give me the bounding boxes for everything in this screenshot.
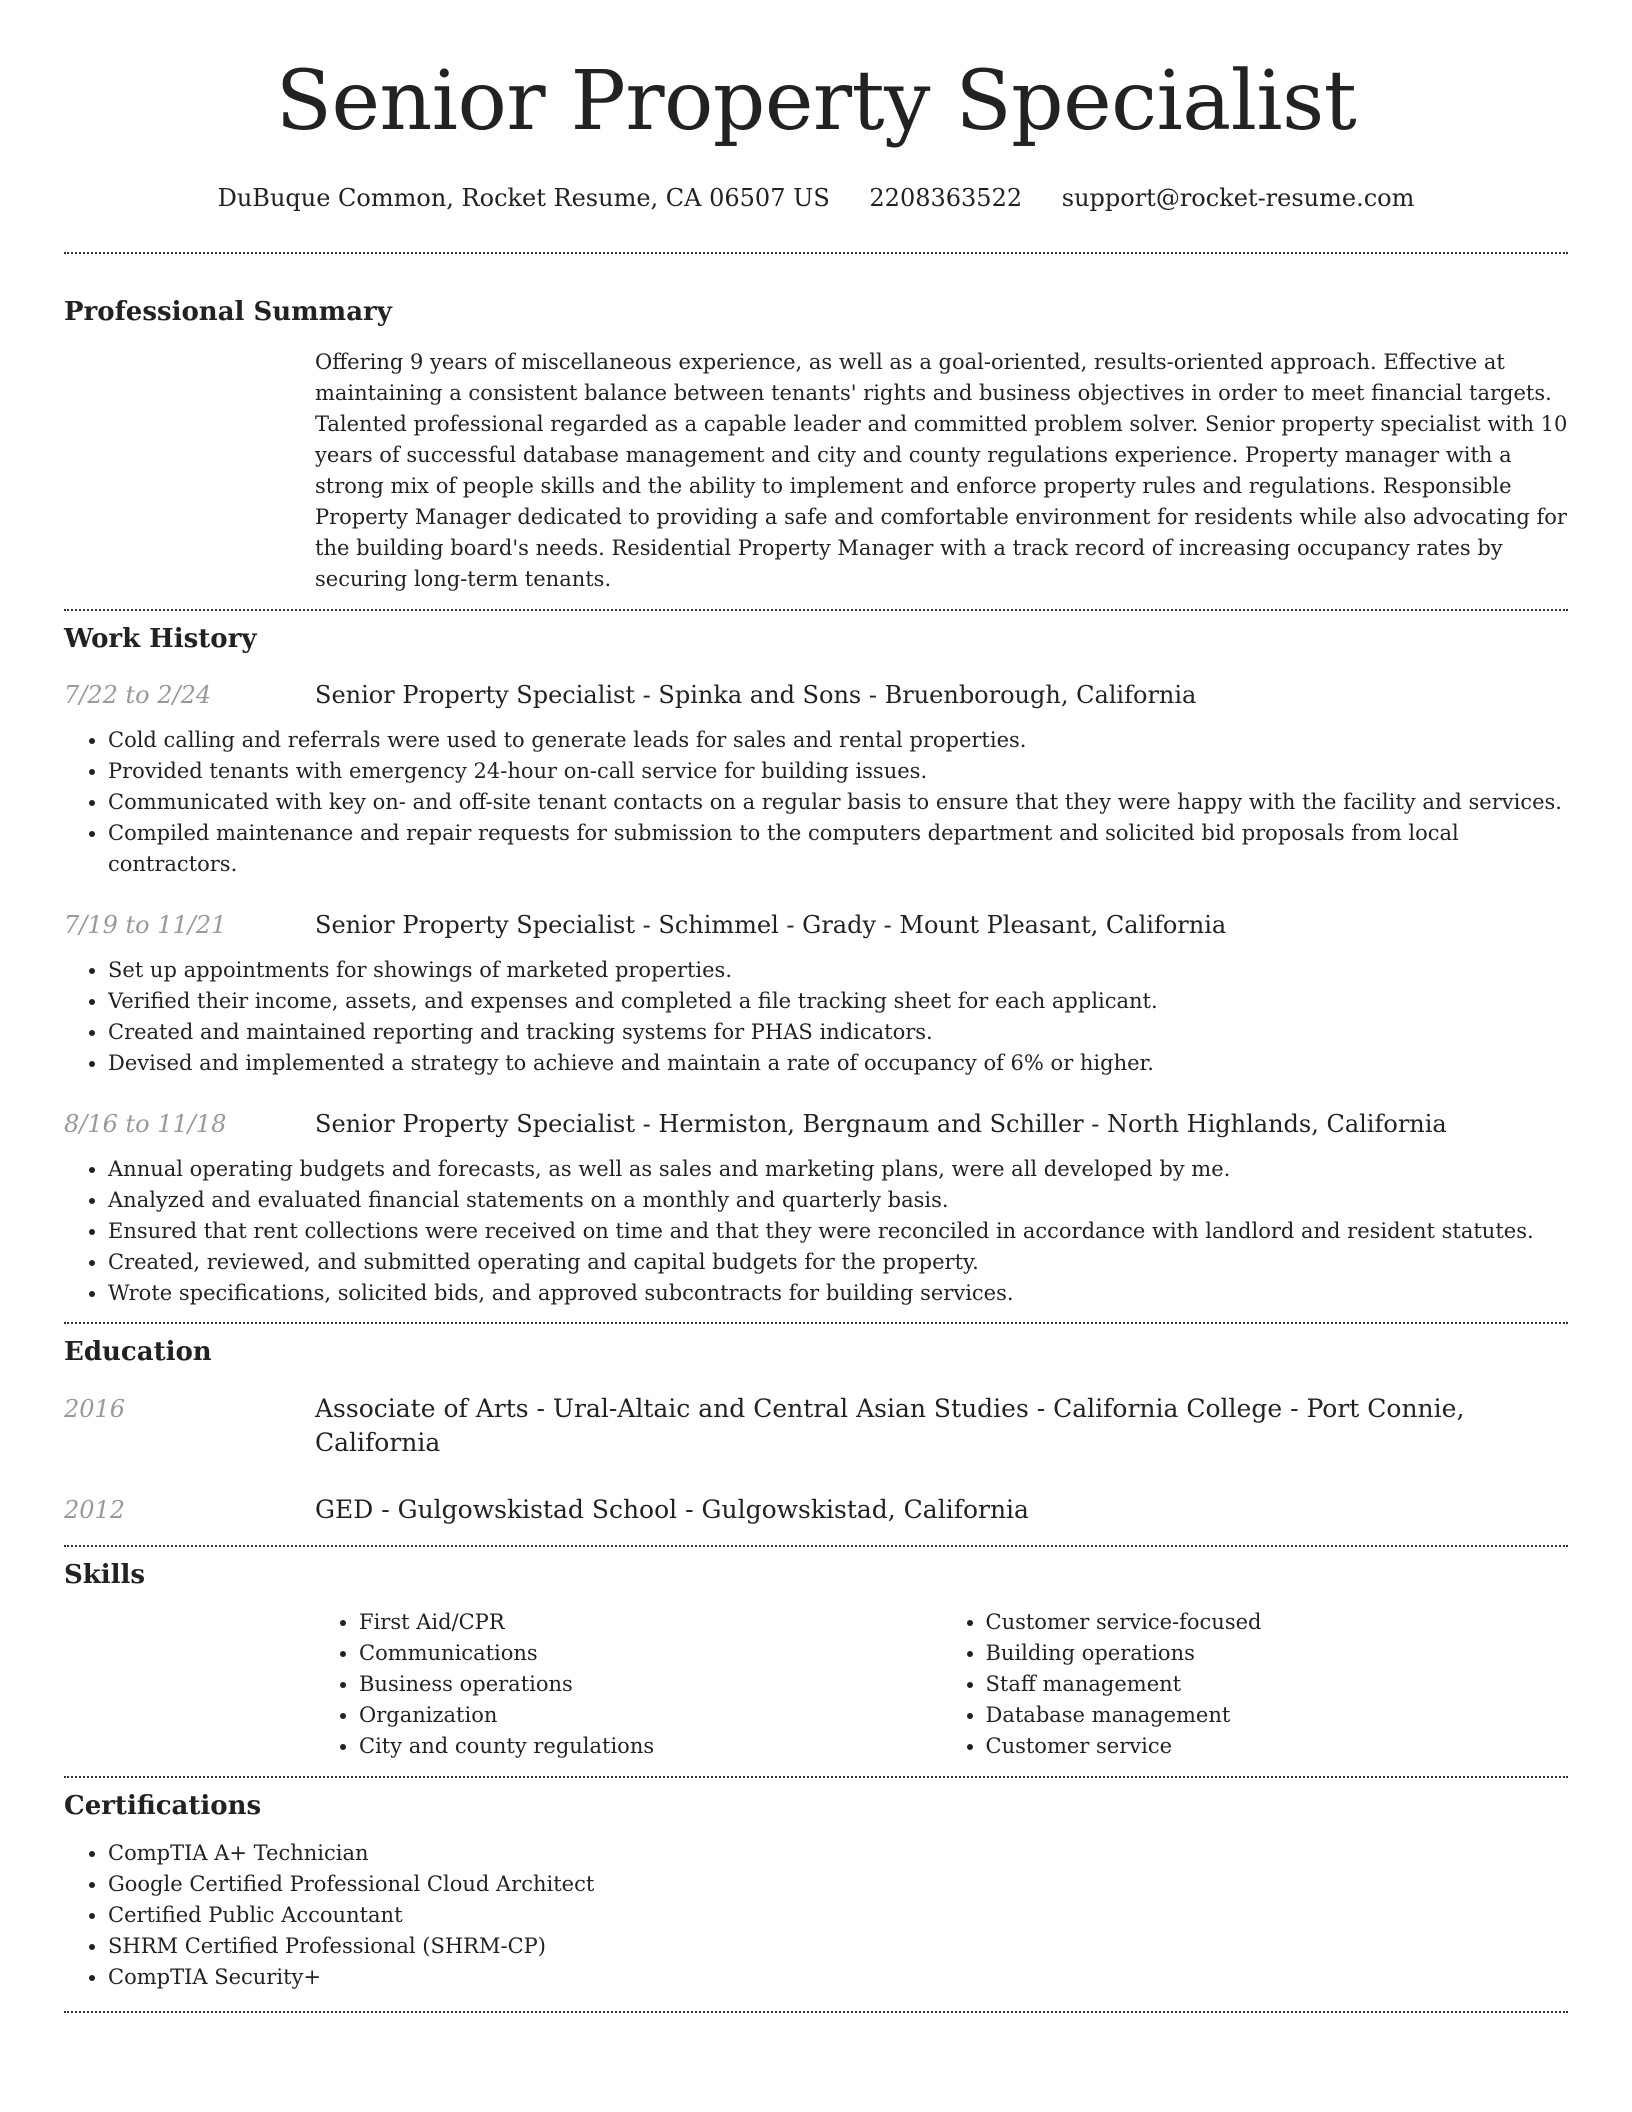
job-entry bbox=[64, 1107, 1568, 1309]
job-bullets bbox=[64, 955, 1568, 1079]
list-item: • Communicated with key on- and off-site tenant contacts on a regular basis to ensure that they were happy with the facility and services. bbox=[108, 787, 1568, 818]
list-item: • SHRM Certified Professional (SHRM-CP) bbox=[108, 1931, 1568, 1962]
list-item: • Database management bbox=[986, 1700, 1569, 1731]
list-item: • CompTIA A+ Technician bbox=[108, 1838, 1568, 1869]
job-heading: Senior Property Specialist - Schimmel - Grady - Mount Pleasant, California bbox=[315, 911, 1227, 939]
list-item: • Organization bbox=[359, 1700, 942, 1731]
divider bbox=[64, 1545, 1568, 1547]
section-title-summary: Professional Summary bbox=[64, 297, 392, 327]
list-item: • Ensured that rent collections were received on time and that they were reconciled in accordance with landlord and resident statutes. bbox=[108, 1216, 1568, 1247]
education-entry bbox=[64, 1392, 1568, 1460]
list-item: • Created and maintained reporting and tracking systems for PHAS indicators. bbox=[108, 1017, 1568, 1048]
divider bbox=[64, 2011, 1568, 2013]
list-item: • Verified their income, assets, and expenses and completed a file tracking sheet for each applicant. bbox=[108, 986, 1568, 1017]
skills-list-left bbox=[315, 1607, 942, 1762]
divider bbox=[64, 252, 1568, 254]
list-item: • Building operations bbox=[986, 1638, 1569, 1669]
list-item: • Customer service-focused bbox=[986, 1607, 1569, 1638]
education-entry bbox=[64, 1493, 1568, 1527]
skills-grid bbox=[315, 1607, 1568, 1762]
divider bbox=[64, 609, 1568, 611]
education-year: 2016 bbox=[64, 1395, 126, 1423]
certifications-list bbox=[64, 1838, 1568, 1993]
job-dates: 7/22 to 2/24 bbox=[64, 681, 212, 709]
list-item: • Compiled maintenance and repair requests for submission to the computers department and solicited bid proposals from local contractors. bbox=[108, 818, 1568, 880]
list-item: • Business operations bbox=[359, 1669, 942, 1700]
list-item: • Devised and implemented a strategy to achieve and maintain a rate of occupancy of 6% or higher. bbox=[108, 1048, 1568, 1079]
list-item: • Wrote specifications, solicited bids, and approved subcontracts for building services. bbox=[108, 1278, 1568, 1309]
list-item: • Customer service bbox=[986, 1731, 1569, 1762]
section-title-education: Education bbox=[64, 1337, 212, 1367]
job-bullets bbox=[64, 1154, 1568, 1309]
job-bullets bbox=[64, 725, 1568, 880]
list-item: • Analyzed and evaluated financial statements on a monthly and quarterly basis. bbox=[108, 1185, 1568, 1216]
list-item: • First Aid/CPR bbox=[359, 1607, 942, 1638]
job-heading: Senior Property Specialist - Hermiston, Bergnaum and Schiller - North Highlands, California bbox=[315, 1110, 1447, 1138]
job-dates: 7/19 to 11/21 bbox=[64, 911, 227, 939]
education-heading: GED - Gulgowskistad School - Gulgowskistad, California bbox=[315, 1495, 1029, 1524]
skills-list-right bbox=[942, 1607, 1569, 1762]
list-item: • Annual operating budgets and forecasts, as well as sales and marketing plans, were all developed by me. bbox=[108, 1154, 1568, 1185]
job-entry bbox=[64, 678, 1568, 880]
list-item: • City and county regulations bbox=[359, 1731, 942, 1762]
list-item: • Communications bbox=[359, 1638, 942, 1669]
list-item: • Certified Public Accountant bbox=[108, 1900, 1568, 1931]
contact-email: support@rocket-resume.com bbox=[1061, 184, 1415, 212]
summary-text: Offering 9 years of miscellaneous experience, as well as a goal-oriented, results-oriented approach. Effective at maintaining a consistent balance between tenants' rights and business objectives in order to meet financial targets. Talented professional regarded as a capable leader and committed problem solver. Senior property specialist with 10 years of successful database management and city and county regulations experience. Property manager with a strong mix of people skills and the ability to implement and enforce property rules and regulations. Responsible Property Manager dedicated to providing a safe and comfortable environment for residents while also advocating for the building board's needs. Residential Property Manager with a track record of increasing occupancy rates by securing long-term tenants. bbox=[315, 350, 1568, 591]
list-item: • Google Certified Professional Cloud Architect bbox=[108, 1869, 1568, 1900]
contact-address: DuBuque Common, Rocket Resume, CA 06507 US bbox=[217, 184, 830, 212]
education-year: 2012 bbox=[64, 1496, 126, 1524]
list-item: • Created, reviewed, and submitted operating and capital budgets for the property. bbox=[108, 1247, 1568, 1278]
list-item: • Provided tenants with emergency 24-hour on-call service for building issues. bbox=[108, 756, 1568, 787]
divider bbox=[64, 1776, 1568, 1778]
section-title-work-history: Work History bbox=[64, 624, 257, 654]
section-title-skills: Skills bbox=[64, 1560, 146, 1590]
list-item: • CompTIA Security+ bbox=[108, 1962, 1568, 1993]
divider bbox=[64, 1322, 1568, 1324]
job-dates: 8/16 to 11/18 bbox=[64, 1110, 227, 1138]
list-item: • Set up appointments for showings of marketed properties. bbox=[108, 955, 1568, 986]
job-heading: Senior Property Specialist - Spinka and Sons - Bruenborough, California bbox=[315, 681, 1197, 709]
section-title-certifications: Certifications bbox=[64, 1791, 262, 1821]
job-entry bbox=[64, 908, 1568, 1079]
resume-name: Senior Property Specialist bbox=[275, 54, 1357, 149]
list-item: • Cold calling and referrals were used to generate leads for sales and rental properties. bbox=[108, 725, 1568, 756]
list-item: • Staff management bbox=[986, 1669, 1569, 1700]
education-heading: Associate of Arts - Ural-Altaic and Central Asian Studies - California College - Port Connie, California bbox=[315, 1394, 1465, 1457]
contact-line bbox=[64, 182, 1568, 214]
contact-phone: 2208363522 bbox=[869, 184, 1023, 212]
